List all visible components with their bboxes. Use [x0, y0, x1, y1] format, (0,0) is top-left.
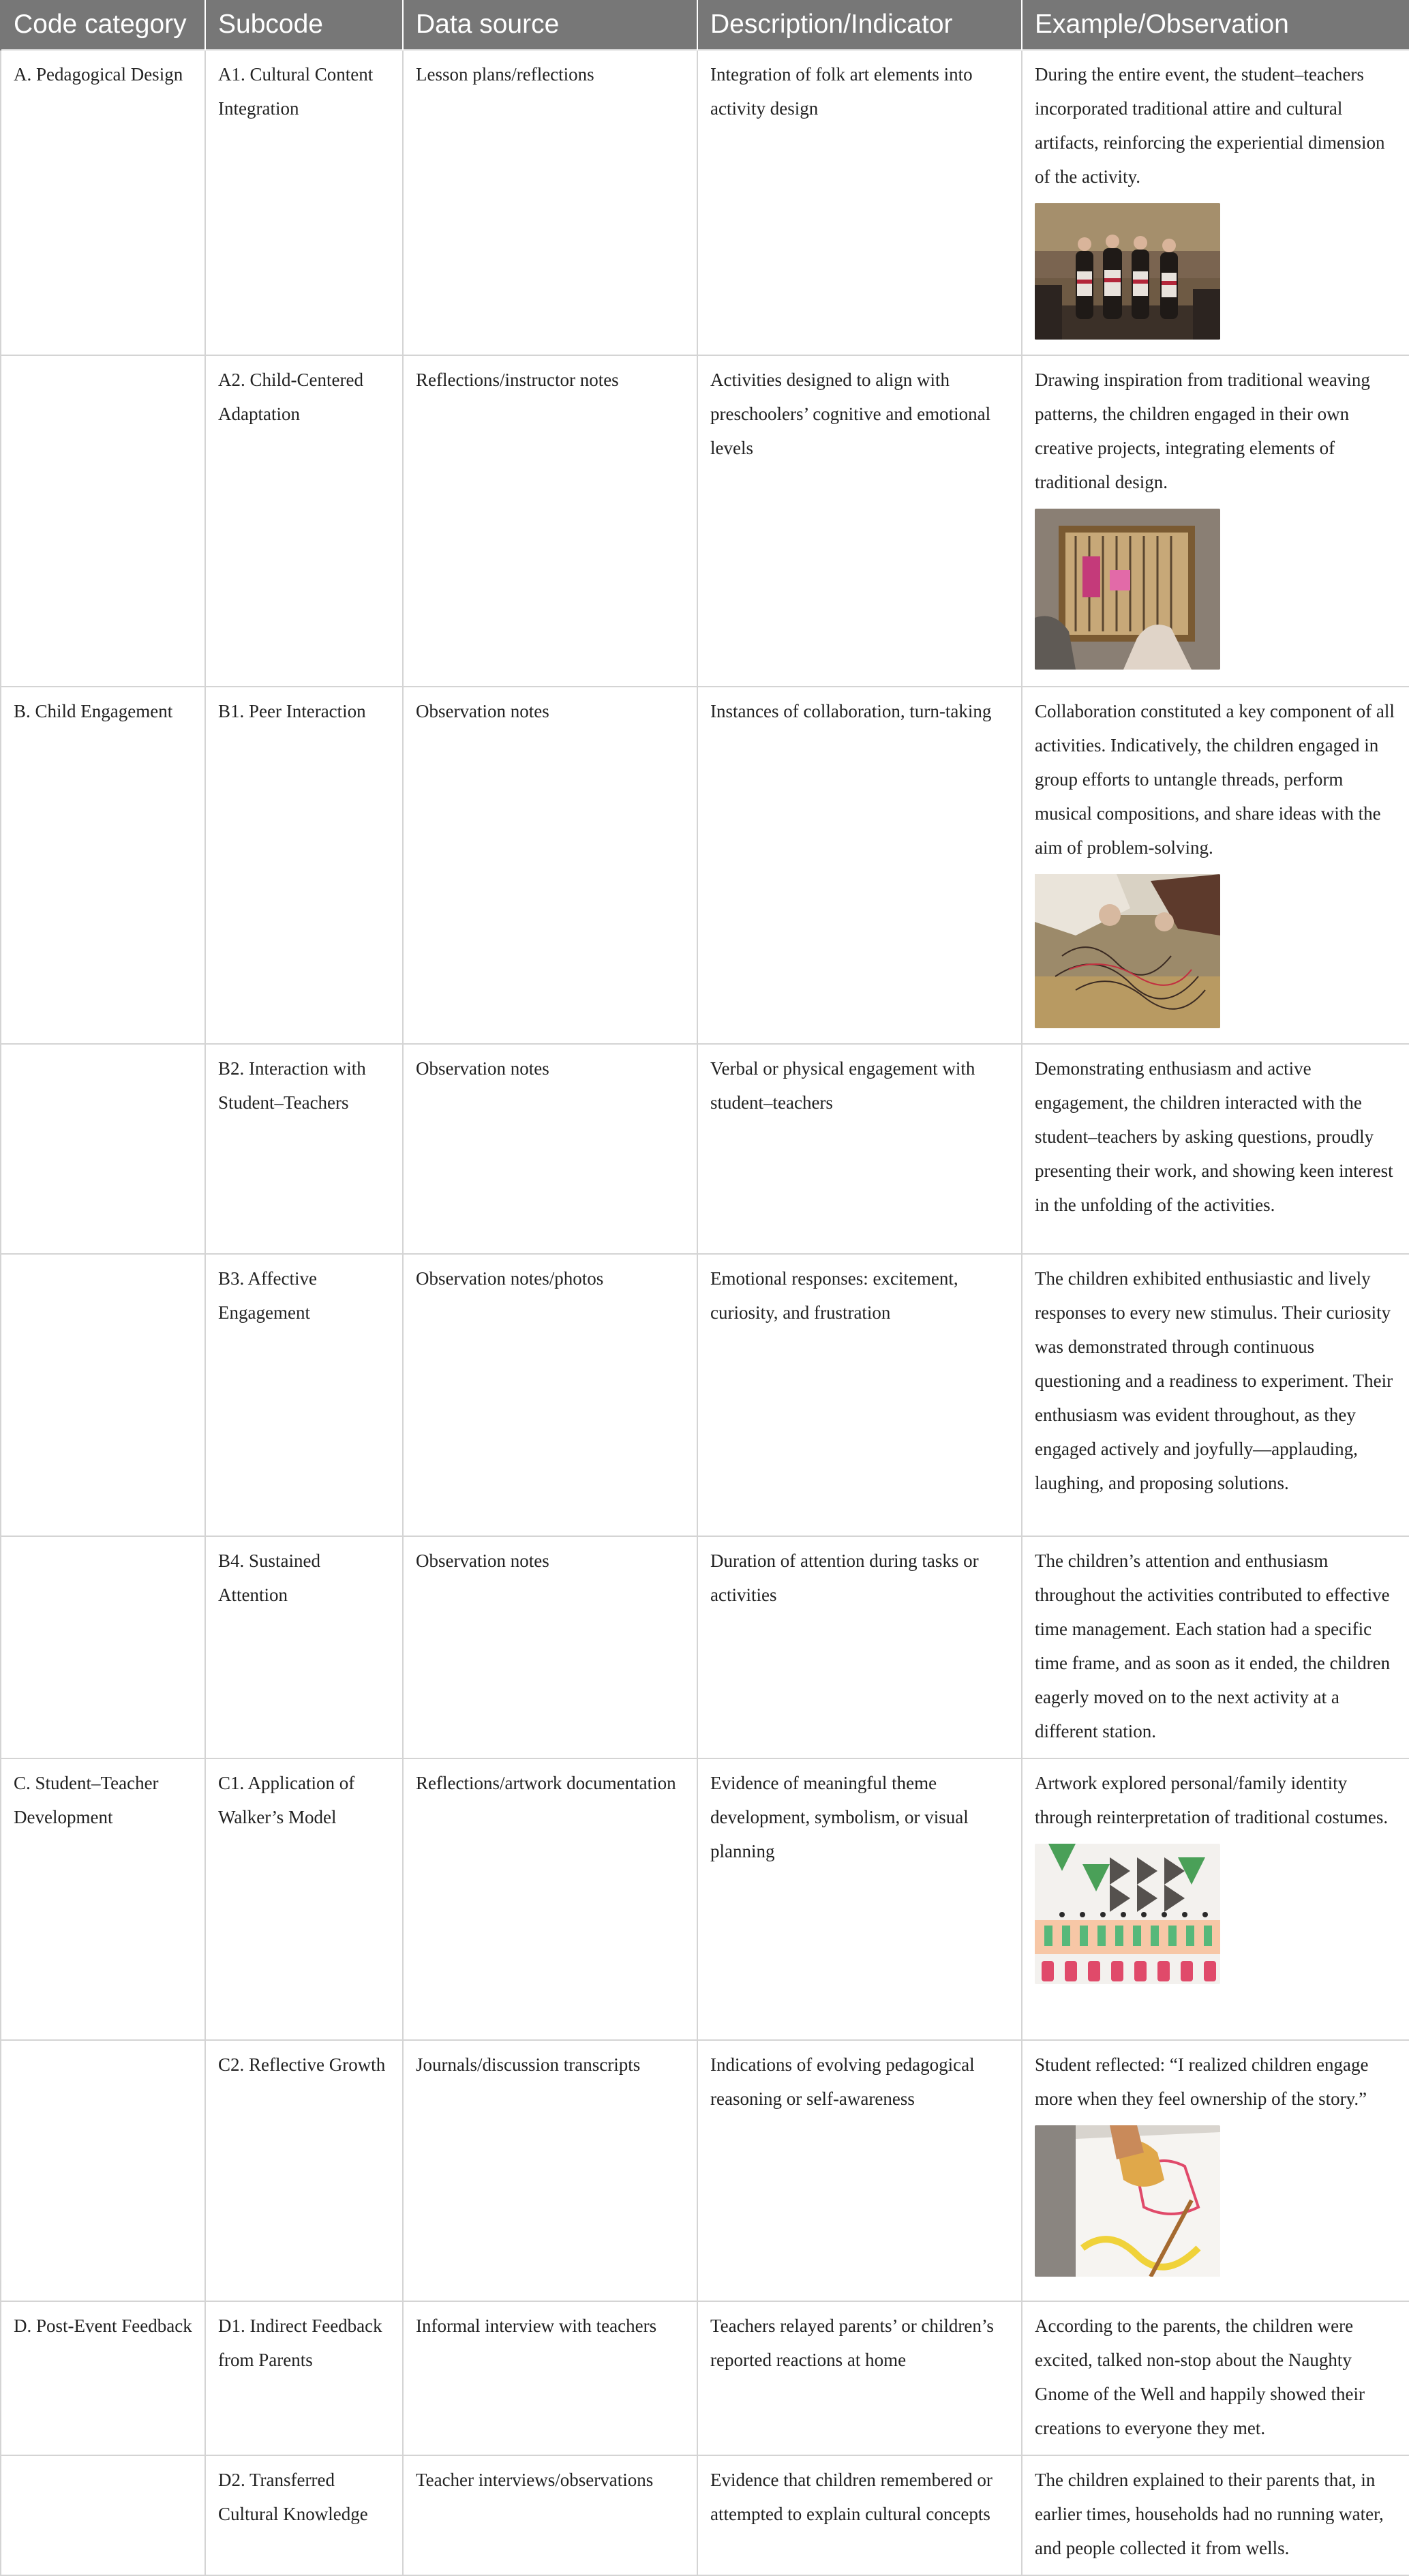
cell-example: [1022, 1758, 1409, 2040]
cell-example: [1022, 355, 1409, 687]
cell-subcode: B4. Sustained Attention: [205, 1536, 403, 1758]
header-code-category: Code category: [1, 0, 205, 50]
cell-example: The children explained to their parents that, in earlier times, households had no running water, and people collected it from wells.: [1022, 2455, 1409, 2575]
example-text: Artwork explored personal/family identity through reinterpretation of traditional costumes.: [1035, 1773, 1389, 1827]
table-header-row: [1, 0, 1409, 50]
example-text: Student reflected: “I realized children engage more when they feel ownership of the story.”: [1035, 2054, 1369, 2109]
photo-costumed-performers: [1035, 203, 1220, 340]
table-row: [1, 1758, 1409, 2040]
cell-data-source: Journals/discussion transcripts: [403, 2040, 697, 2301]
cell-data-source: Observation notes: [403, 1044, 697, 1254]
cell-example: According to the parents, the children were excited, talked non-stop about the Naughty Gnome of the Well and happily showed their creations to everyone they met.: [1022, 2301, 1409, 2455]
cell-data-source: Reflections/instructor notes: [403, 355, 697, 687]
photo-child-painting: [1035, 2125, 1220, 2277]
photo-untangling-threads: [1035, 874, 1220, 1028]
header-subcode: Subcode: [205, 0, 403, 50]
cell-category: [1, 2040, 205, 2301]
photo-weaving-loom: [1035, 509, 1220, 670]
cell-data-source: Observation notes/photos: [403, 1254, 697, 1536]
cell-example: The children exhibited enthusiastic and lively responses to every new stimulus. Their curiosity was demonstrated through continuous questioning and a readiness to experiment. Their enthusiasm was evident throughout, as they engaged actively and joyfully—applauding, laughing, and proposing solutions.: [1022, 1254, 1409, 1536]
table-row: [1, 355, 1409, 687]
cell-indicator: Teachers relayed parents’ or children’s reported reactions at home: [697, 2301, 1022, 2455]
header-description-indicator: Description/Indicator: [697, 0, 1022, 50]
example-text: Collaboration constituted a key component of all activities. Indicatively, the children engaged in group efforts to untangle threads, perform musical compositions, and share ideas with the aim of problem-solving.: [1035, 701, 1395, 858]
table-row: [1, 2301, 1409, 2455]
cell-category: B. Child Engagement: [1, 687, 205, 1044]
cell-data-source: Observation notes: [403, 1536, 697, 1758]
cell-example: [1022, 50, 1409, 355]
cell-example: [1022, 2040, 1409, 2301]
cell-data-source: Reflections/artwork documentation: [403, 1758, 697, 2040]
table-row: [1, 50, 1409, 355]
cell-subcode: C2. Reflective Growth: [205, 2040, 403, 2301]
cell-subcode: D1. Indirect Feedback from Parents: [205, 2301, 403, 2455]
cell-indicator: Evidence of meaningful theme development, symbolism, or visual planning: [697, 1758, 1022, 2040]
cell-data-source: Lesson plans/reflections: [403, 50, 697, 355]
cell-indicator: Duration of attention during tasks or activities: [697, 1536, 1022, 1758]
example-text: During the entire event, the student–teachers incorporated traditional attire and cultural artifacts, reinforcing the experiential dimension of the activity.: [1035, 64, 1385, 187]
table-row: [1, 1536, 1409, 1758]
cell-category: C. Student–Teacher Development: [1, 1758, 205, 2040]
table-row: [1, 687, 1409, 1044]
cell-example: [1022, 687, 1409, 1044]
cell-category: [1, 1254, 205, 1536]
header-example-observation: Example/Observation: [1022, 0, 1409, 50]
cell-indicator: Verbal or physical engagement with student–teachers: [697, 1044, 1022, 1254]
table-row: [1, 1254, 1409, 1536]
example-text: Drawing inspiration from traditional weaving patterns, the children engaged in their own creative projects, integrating elements of traditional design.: [1035, 370, 1370, 492]
cell-indicator: Activities designed to align with preschoolers’ cognitive and emotional levels: [697, 355, 1022, 687]
table-row: [1, 1044, 1409, 1254]
cell-subcode: A1. Cultural Content Integration: [205, 50, 403, 355]
cell-category: [1, 355, 205, 687]
cell-indicator: Evidence that children remembered or attempted to explain cultural concepts: [697, 2455, 1022, 2575]
cell-data-source: Observation notes: [403, 687, 697, 1044]
cell-data-source: Informal interview with teachers: [403, 2301, 697, 2455]
photo-costume-artwork: [1035, 1844, 1220, 1984]
cell-subcode: B1. Peer Interaction: [205, 687, 403, 1044]
cell-indicator: Emotional responses: excitement, curiosity, and frustration: [697, 1254, 1022, 1536]
cell-category: [1, 1044, 205, 1254]
table-row: [1, 2040, 1409, 2301]
cell-category: [1, 2455, 205, 2575]
cell-category: A. Pedagogical Design: [1, 50, 205, 355]
cell-category: D. Post-Event Feedback: [1, 2301, 205, 2455]
cell-category: [1, 1536, 205, 1758]
cell-example: The children’s attention and enthusiasm throughout the activities contributed to effective time management. Each station had a specific time frame, and as soon as it ended, the children eagerly moved on to the next activity at a different station.: [1022, 1536, 1409, 1758]
cell-data-source: Teacher interviews/observations: [403, 2455, 697, 2575]
cell-subcode: C1. Application of Walker’s Model: [205, 1758, 403, 2040]
cell-subcode: A2. Child-Centered Adaptation: [205, 355, 403, 687]
cell-indicator: Indications of evolving pedagogical reasoning or self-awareness: [697, 2040, 1022, 2301]
header-data-source: Data source: [403, 0, 697, 50]
cell-subcode: B3. Affective Engagement: [205, 1254, 403, 1536]
cell-indicator: Instances of collaboration, turn-taking: [697, 687, 1022, 1044]
cell-subcode: B2. Interaction with Student–Teachers: [205, 1044, 403, 1254]
cell-subcode: D2. Transferred Cultural Knowledge: [205, 2455, 403, 2575]
cell-indicator: Integration of folk art elements into activity design: [697, 50, 1022, 355]
table-row: [1, 2455, 1409, 2575]
cell-example: Demonstrating enthusiasm and active engagement, the children interacted with the student–teachers by asking questions, proudly presenting their work, and showing keen interest in the unfolding of the activities.: [1022, 1044, 1409, 1254]
